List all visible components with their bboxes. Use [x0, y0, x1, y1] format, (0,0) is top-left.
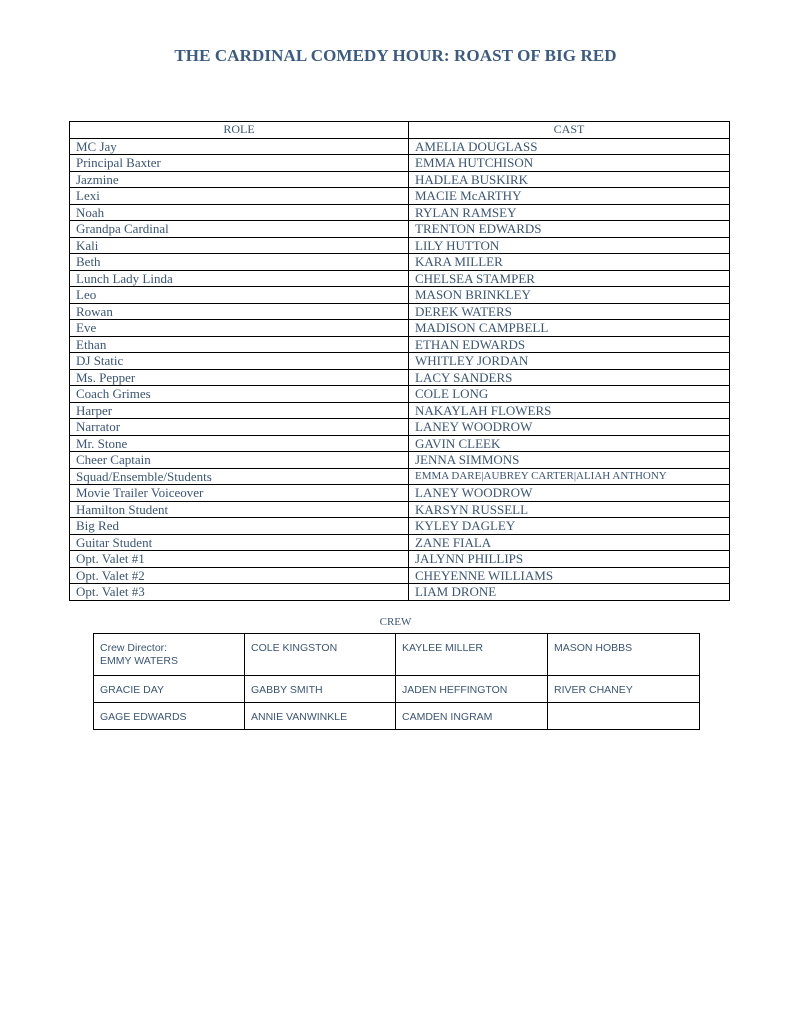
cast-cell: CHELSEA STAMPER: [409, 270, 730, 287]
role-cell: Principal Baxter: [70, 155, 409, 172]
cast-column-header: CAST: [409, 122, 730, 139]
role-cell: Movie Trailer Voiceover: [70, 485, 409, 502]
crew-cell: [396, 634, 548, 676]
table-row: [70, 320, 730, 337]
role-cell: Opt. Valet #3: [70, 584, 409, 601]
crew-member-name: ANNIE VANWINKLE: [251, 711, 348, 723]
crew-cell: [94, 634, 245, 676]
role-cell: Squad/Ensemble/Students: [70, 468, 409, 485]
table-row: [70, 188, 730, 205]
role-cell: Rowan: [70, 303, 409, 320]
table-row: [70, 435, 730, 452]
table-row: [70, 501, 730, 518]
crew-cell: [548, 676, 700, 703]
document-title: THE CARDINAL COMEDY HOUR: ROAST OF BIG RED: [174, 46, 617, 65]
role-cell: Grandpa Cardinal: [70, 221, 409, 238]
cast-cell: ETHAN EDWARDS: [409, 336, 730, 353]
crew-member-name: Crew Director:: [100, 642, 168, 654]
role-cell: Eve: [70, 320, 409, 337]
role-cell: DJ Static: [70, 353, 409, 370]
table-row: [70, 452, 730, 469]
role-cell: Lexi: [70, 188, 409, 205]
table-row: [70, 155, 730, 172]
role-cell: Jazmine: [70, 171, 409, 188]
cast-cell: LANEY WOODROW: [409, 419, 730, 436]
role-cell: Noah: [70, 204, 409, 221]
crew-cell: [94, 703, 245, 730]
cast-cell: LIAM DRONE: [409, 584, 730, 601]
cast-cell: MACIE McARTHY: [409, 188, 730, 205]
table-row: [70, 402, 730, 419]
crew-cell: [94, 676, 245, 703]
table-row: [70, 204, 730, 221]
role-cell: Lunch Lady Linda: [70, 270, 409, 287]
crew-cell: [548, 634, 700, 676]
table-row: [70, 551, 730, 568]
table-row: [70, 171, 730, 188]
cast-cell: ZANE FIALA: [409, 534, 730, 551]
table-row: [70, 534, 730, 551]
crew-cell: [548, 703, 700, 730]
crew-row: [94, 676, 700, 703]
crew-cell: [396, 676, 548, 703]
cast-cell: CHEYENNE WILLIAMS: [409, 567, 730, 584]
crew-member-name: GABBY SMITH: [251, 684, 323, 696]
crew-member-name: GRACIE DAY: [100, 684, 164, 696]
cast-cell: WHITLEY JORDAN: [409, 353, 730, 370]
cast-cell: LANEY WOODROW: [409, 485, 730, 502]
table-row: [70, 254, 730, 271]
role-cell: Opt. Valet #1: [70, 551, 409, 568]
crew-member-name: KAYLEE MILLER: [402, 642, 483, 654]
table-row: [70, 303, 730, 320]
crew-cell: [245, 634, 396, 676]
cast-cell: KARSYN RUSSELL: [409, 501, 730, 518]
cast-cell: RYLAN RAMSEY: [409, 204, 730, 221]
table-row: [70, 221, 730, 238]
role-cell: Mr. Stone: [70, 435, 409, 452]
crew-member-name: MASON HOBBS: [554, 642, 633, 654]
cast-cell: NAKAYLAH FLOWERS: [409, 402, 730, 419]
cast-cell: MADISON CAMPBELL: [409, 320, 730, 337]
role-cell: Guitar Student: [70, 534, 409, 551]
role-cell: Harper: [70, 402, 409, 419]
cast-cell: KYLEY DAGLEY: [409, 518, 730, 535]
crew-cell: [245, 676, 396, 703]
crew-member-name: EMMY WATERS: [100, 655, 178, 667]
cast-cell: EMMA DARE|AUBREY CARTER|ALIAH ANTHONY: [409, 468, 730, 485]
table-row: [70, 419, 730, 436]
table-row: [70, 138, 730, 155]
role-cell: Cheer Captain: [70, 452, 409, 469]
table-row: [70, 485, 730, 502]
cast-table: [69, 121, 730, 601]
cast-cell: COLE LONG: [409, 386, 730, 403]
role-cell: Ethan: [70, 336, 409, 353]
table-row: [70, 386, 730, 403]
role-cell: Leo: [70, 287, 409, 304]
crew-member-name: CAMDEN INGRAM: [402, 711, 493, 723]
crew-row: [94, 634, 700, 676]
table-row: [70, 468, 730, 485]
role-cell: Opt. Valet #2: [70, 567, 409, 584]
cast-cell: LACY SANDERS: [409, 369, 730, 386]
table-row: [70, 287, 730, 304]
cast-cell: JENNA SIMMONS: [409, 452, 730, 469]
table-row: [70, 237, 730, 254]
cast-cell: KARA MILLER: [409, 254, 730, 271]
table-row: [70, 336, 730, 353]
role-cell: Ms. Pepper: [70, 369, 409, 386]
cast-cell: TRENTON EDWARDS: [409, 221, 730, 238]
role-cell: MC Jay: [70, 138, 409, 155]
cast-cell: HADLEA BUSKIRK: [409, 171, 730, 188]
table-row: [70, 584, 730, 601]
crew-table: [93, 633, 700, 730]
table-row: [70, 567, 730, 584]
role-cell: Coach Grimes: [70, 386, 409, 403]
role-cell: Narrator: [70, 419, 409, 436]
crew-member-name: RIVER CHANEY: [554, 684, 633, 696]
table-row: [70, 353, 730, 370]
crew-cell: [396, 703, 548, 730]
crew-member-name: COLE KINGSTON: [251, 642, 338, 654]
crew-row: [94, 703, 700, 730]
crew-member-name: JADEN HEFFINGTON: [402, 684, 508, 696]
crew-table-body: [94, 634, 700, 730]
role-column-header: ROLE: [70, 122, 409, 139]
role-cell: Big Red: [70, 518, 409, 535]
cast-cell: MASON BRINKLEY: [409, 287, 730, 304]
cast-cell: AMELIA DOUGLASS: [409, 138, 730, 155]
cast-table-body: [70, 138, 730, 600]
table-row: [70, 518, 730, 535]
cast-table-header-row: [70, 122, 730, 139]
table-row: [70, 270, 730, 287]
crew-member-name: GAGE EDWARDS: [100, 711, 187, 723]
crew-heading: CREW: [379, 616, 412, 628]
crew-cell: [245, 703, 396, 730]
role-cell: Hamilton Student: [70, 501, 409, 518]
table-row: [70, 369, 730, 386]
role-cell: Beth: [70, 254, 409, 271]
role-cell: Kali: [70, 237, 409, 254]
cast-cell: GAVIN CLEEK: [409, 435, 730, 452]
cast-cell: EMMA HUTCHISON: [409, 155, 730, 172]
cast-cell: DEREK WATERS: [409, 303, 730, 320]
cast-cell: LILY HUTTON: [409, 237, 730, 254]
cast-cell: JALYNN PHILLIPS: [409, 551, 730, 568]
